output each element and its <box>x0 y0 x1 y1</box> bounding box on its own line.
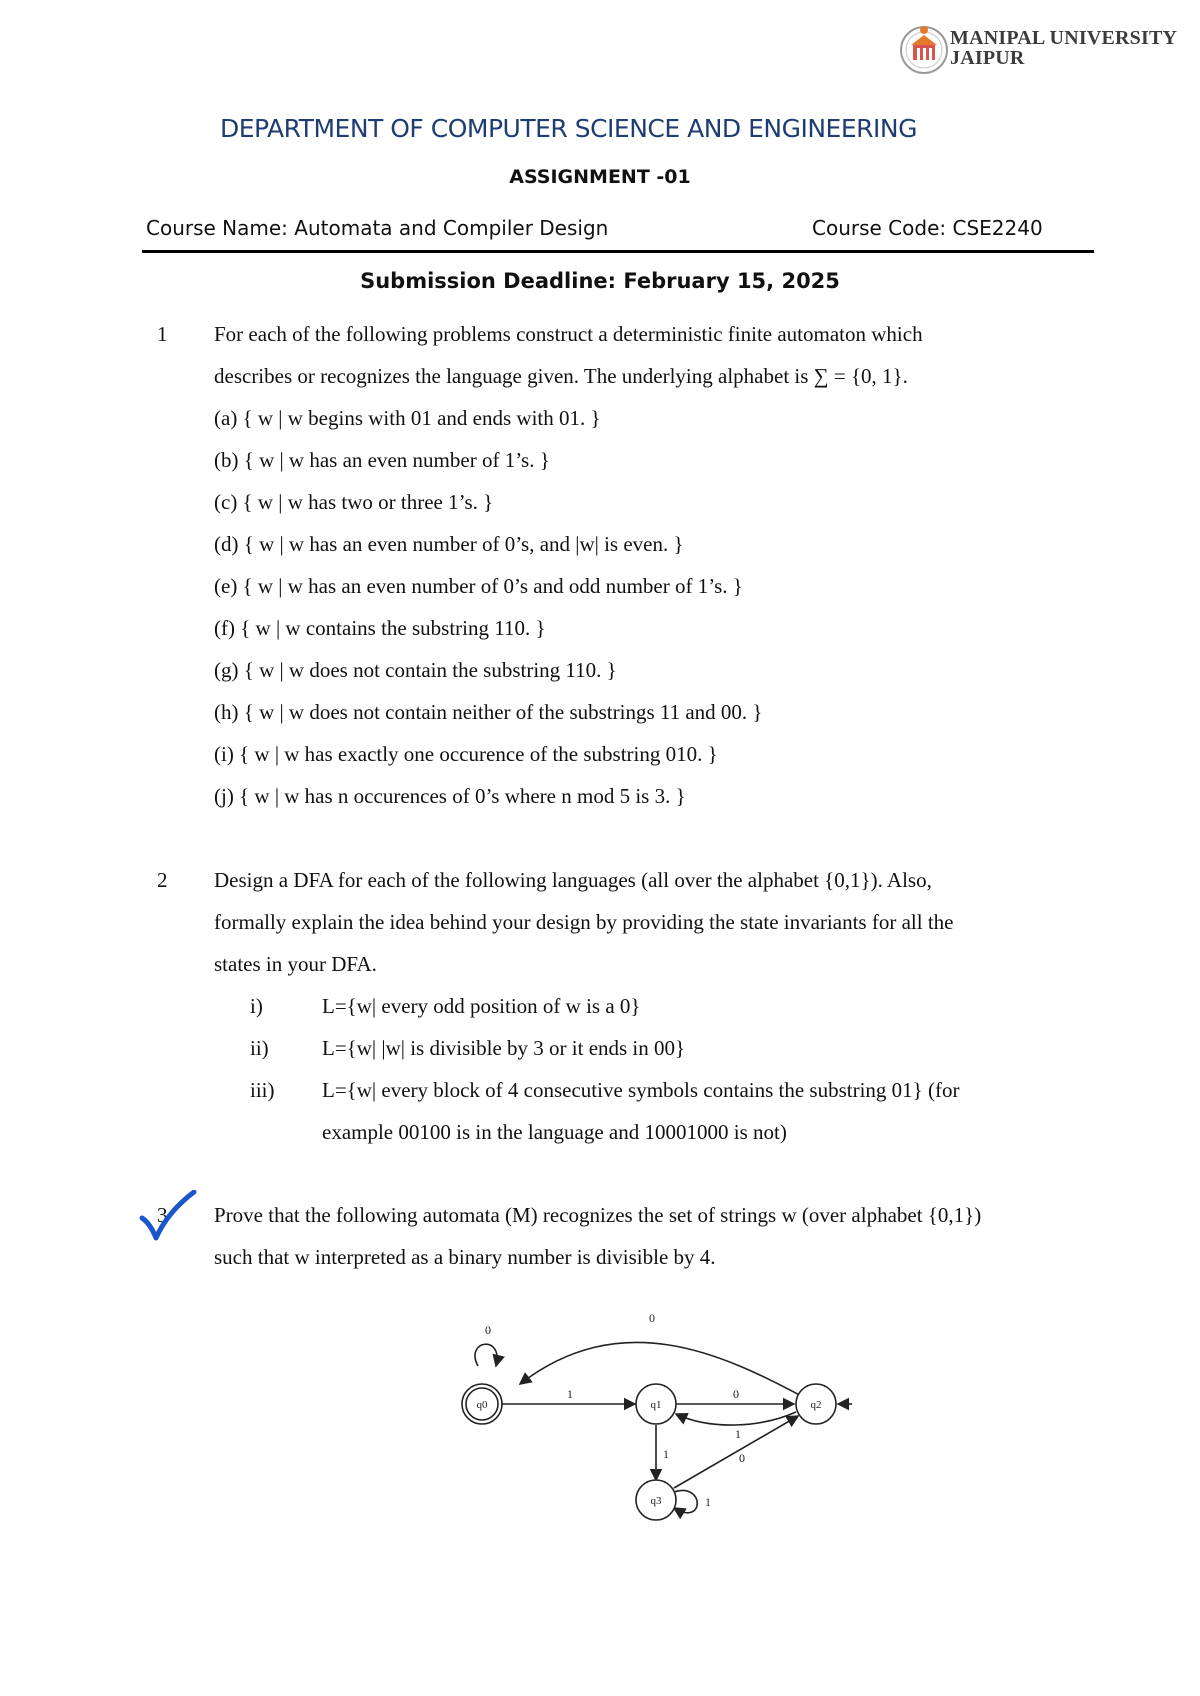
university-name: MANIPAL UNIVERSITY JAIPUR <box>950 27 1178 69</box>
state-q3-label: q3 <box>650 1495 662 1507</box>
assignment-title: ASSIGNMENT -01 <box>509 166 691 188</box>
question-2-item: L={w| every block of 4 consecutive symbols contains the substring 01} (for <box>322 1078 960 1102</box>
state-q1-label: q1 <box>650 1399 662 1411</box>
automaton-diagram <box>460 1312 870 1534</box>
question-3-number: 3 <box>157 1203 168 1227</box>
label-q3-self: 1 <box>705 1495 711 1509</box>
question-2-intro: states in your DFA. <box>214 952 377 976</box>
question-1-number: 1 <box>157 322 168 346</box>
question-1-part: (g) { w | w does not contain the substring 110. } <box>214 658 617 682</box>
question-1-part: (b) { w | w has an even number of 1’s. } <box>214 448 550 472</box>
question-1-part: (a) { w | w begins with 01 and ends with 01. } <box>214 406 601 430</box>
label-q1-to-q3: 1 <box>663 1447 669 1461</box>
edge-q2-to-q1 <box>676 1412 796 1425</box>
state-q2-label: q2 <box>810 1399 822 1411</box>
question-2-intro: formally explain the idea behind your design by providing the state invariants for all the <box>214 910 954 934</box>
submission-deadline: Submission Deadline: February 15, 2025 <box>360 269 840 293</box>
label-q2-to-q0: 0 <box>649 1312 655 1325</box>
course-name: Course Name: Automata and Compiler Design <box>146 216 609 240</box>
state-q0-label: q0 <box>476 1399 488 1411</box>
question-2-number: 2 <box>157 868 168 892</box>
university-emblem-icon <box>898 18 950 84</box>
question-2-item-label: iii) <box>250 1078 275 1102</box>
question-1-part: (c) { w | w has two or three 1’s. } <box>214 490 494 514</box>
label-q2-to-q1: 1 <box>735 1427 741 1441</box>
question-2-item-continuation: example 00100 is in the language and 10001000 is not) <box>322 1120 787 1144</box>
question-1-part: (j) { w | w has n occurences of 0’s where n mod 5 is 3. } <box>214 784 686 808</box>
label-q0-self: 0 <box>485 1323 491 1337</box>
header-divider <box>142 250 1094 253</box>
question-1-part: (h) { w | w does not contain neither of the substrings 11 and 00. } <box>214 700 763 724</box>
course-code: Course Code: CSE2240 <box>812 216 1043 240</box>
question-1-intro: For each of the following problems construct a deterministic finite automaton which <box>214 322 923 346</box>
question-2-item: L={w| every odd position of w is a 0} <box>322 994 641 1018</box>
question-2-item-label: ii) <box>250 1036 269 1060</box>
q3-self-loop <box>674 1491 697 1513</box>
question-3-text: Prove that the following automata (M) recognizes the set of strings w (over alphabet {0,1}) <box>214 1203 982 1227</box>
department-title: DEPARTMENT OF COMPUTER SCIENCE AND ENGINEERING <box>220 114 917 143</box>
question-3-text: such that w interpreted as a binary number is divisible by 4. <box>214 1245 716 1269</box>
label-q1-to-q2: 0 <box>733 1387 739 1401</box>
label-q3-to-q2: 0 <box>739 1451 745 1465</box>
question-1-part: (i) { w | w has exactly one occurence of the substring 010. } <box>214 742 718 766</box>
question-2-item-label: i) <box>250 994 263 1018</box>
university-logo <box>898 18 1188 84</box>
label-q0-to-q1: 1 <box>567 1387 573 1401</box>
q0-self-loop <box>475 1344 497 1366</box>
question-1-intro: describes or recognizes the language given. The underlying alphabet is ∑ = {0, 1}. <box>214 364 908 388</box>
question-1-part: (e) { w | w has an even number of 0’s and odd number of 1’s. } <box>214 574 743 598</box>
question-1-part: (f) { w | w contains the substring 110. } <box>214 616 546 640</box>
question-2-item: L={w| |w| is divisible by 3 or it ends in 00} <box>322 1036 686 1060</box>
question-2-intro: Design a DFA for each of the following languages (all over the alphabet {0,1}). Also, <box>214 868 932 892</box>
checkmark-icon <box>138 1190 198 1242</box>
question-1-part: (d) { w | w has an even number of 0’s, and |w| is even. } <box>214 532 684 556</box>
